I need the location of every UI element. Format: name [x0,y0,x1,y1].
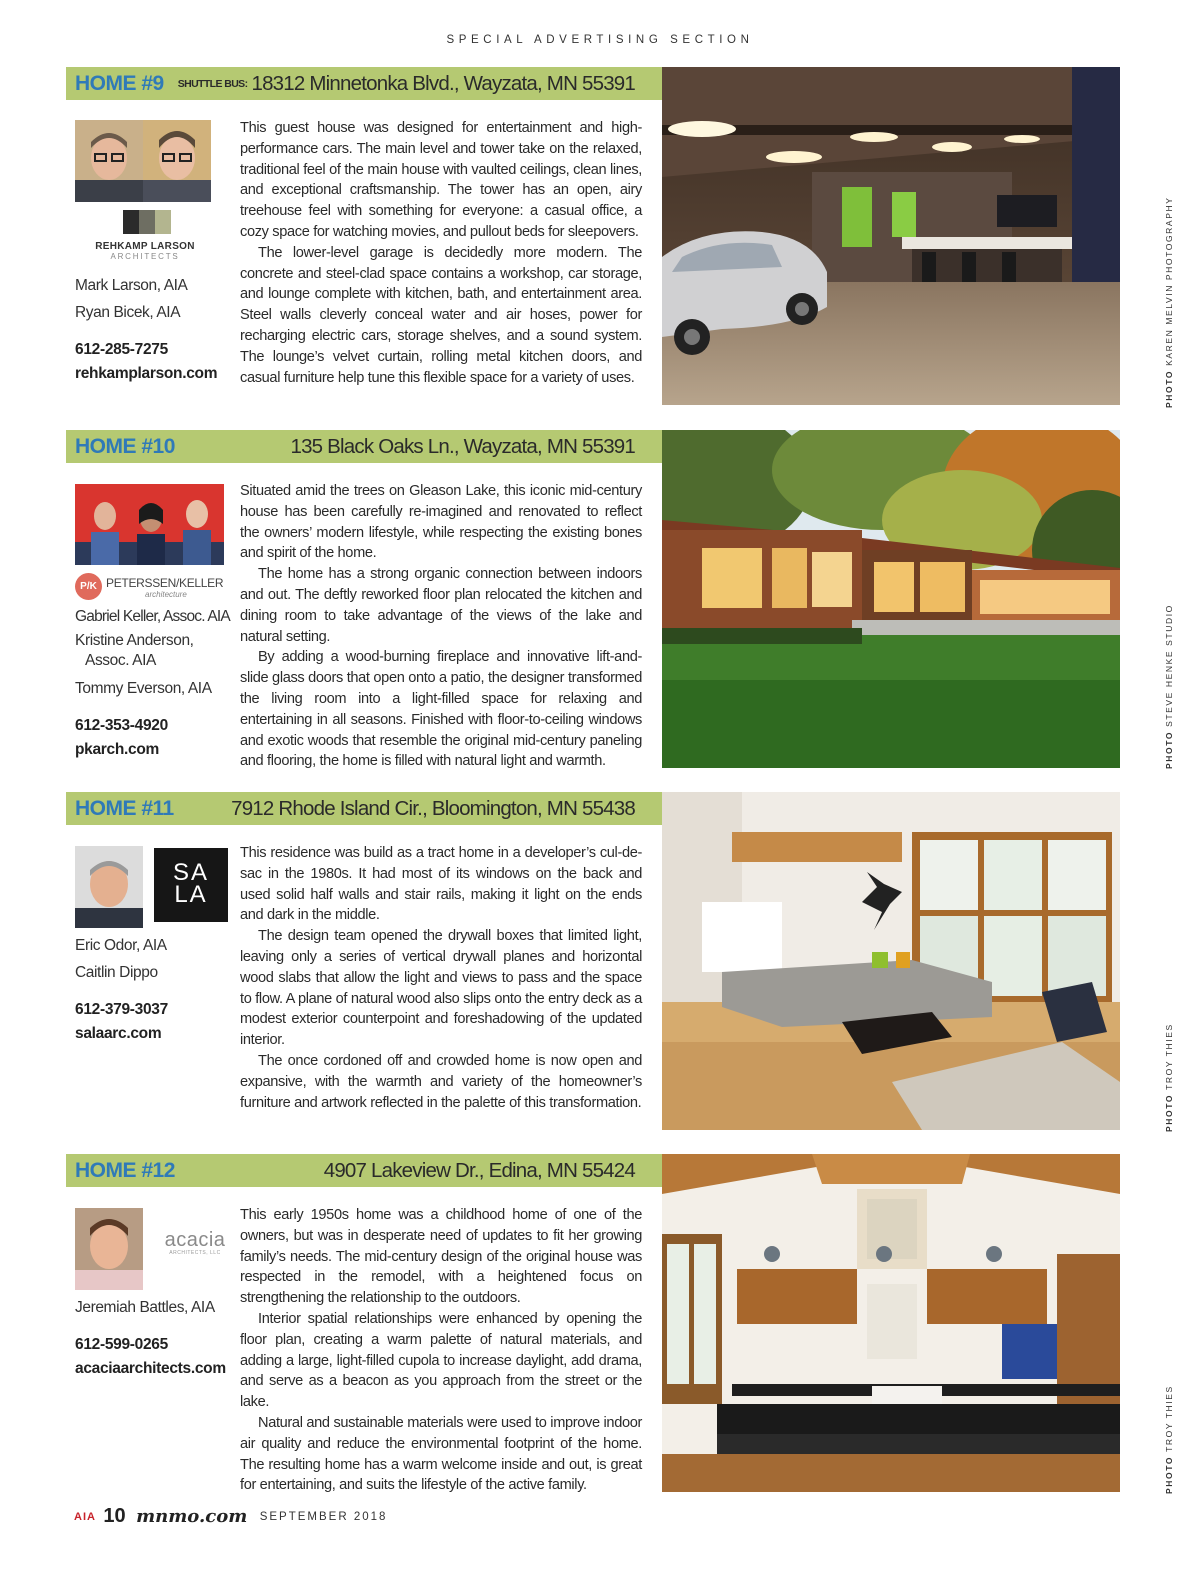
home-9-section [66,67,1120,405]
home-address: 135 Black Oaks Ln., Wayzata, MN 55391 [290,435,635,458]
description-paragraph: The home has a strong organic connection between indoors and out. The deftly reworked floor plan relocated the kitchen and dining room to take advantage of the views of the lake and natural setting. [240,566,642,645]
website-link[interactable]: salaarc.com [75,1025,162,1042]
address-text: 18312 Minnetonka Blvd., Wayzata, MN 55391 [251,72,635,95]
architect-name: Mark Larson, AIA [75,277,188,294]
architect-headshot [75,120,143,202]
home-number: HOME #10 [75,435,175,458]
photo-credit-label: PHOTO [1164,1093,1174,1132]
architect-headshot [75,1208,143,1290]
photo-credit [1164,1023,1174,1132]
logo-line: LA [174,881,208,908]
website-link[interactable]: acaciaarchitects.com [75,1360,226,1377]
phone-number: 612-353-4920 [75,717,168,734]
photo-credit-name: KAREN MELVIN PHOTOGRAPHY [1164,196,1174,366]
photo-credit-name: TROY THIES [1164,1385,1174,1452]
phone-number: 612-379-3037 [75,1001,168,1018]
page-number: 10 [103,1505,126,1527]
photo-credit [1164,1385,1174,1494]
home-10-section [66,430,1120,768]
description-paragraph: This residence was build as a tract home in a developer’s cul-de-sac in the 1980s. It had most of its windows on the back and used solid half walls and stair rails, making it light on the ends and dark in the middle. [240,845,642,924]
architect-name: Eric Odor, AIA [75,937,167,954]
home-address: 4907 Lakeview Dr., Edina, MN 55424 [323,1159,635,1182]
logo-name: PETERSSEN/KELLER [106,576,224,590]
home-description [240,481,642,772]
address-prefix: SHUTTLE BUS: [177,78,248,90]
description-paragraph: The lower-level garage is decidedly more modern. The concrete and steel-clad space contains a workshop, car storage, and lounge complete with kitchen, bath, and entertainment area. Steel walls cleverly conceal water and air hoses, power for recharging electric cars, storage shelves, and a sound system. The lounge’s velvet curtain, rolling metal kitchen doors, and casual furniture help tune this flexible space for a variety of uses. [240,244,642,386]
firm-logo [75,210,215,260]
description-paragraph: Situated amid the trees on Gleason Lake, this iconic mid-century house has been carefully re-imagined and renovated to reflect the owners’ modern lifestyle, while respecting the existing bones and spirit of the home. [240,483,642,562]
photo-credit-label: PHOTO [1164,730,1174,769]
home-number: HOME #11 [75,797,174,820]
logo-name: acacia [164,1229,226,1251]
photo-credit [1164,197,1174,408]
website-link[interactable]: pkarch.com [75,741,160,758]
phone-number: 612-599-0265 [75,1336,168,1353]
home-address: 7912 Rhode Island Cir., Bloomington, MN 55438 [231,797,635,820]
logo-line: SA [172,859,209,886]
home-photo-garage-lounge [662,67,1120,405]
home-address [178,72,635,96]
footer-date: SEPTEMBER 2018 [259,1511,388,1523]
firm-logo [160,1230,230,1256]
footer-org: AIA [74,1511,96,1523]
home-number: HOME #9 [75,72,164,95]
home-header-band [66,67,663,100]
photo-credit-name: STEVE HENKE STUDIO [1164,604,1174,727]
firm-logo [154,848,228,922]
architect-info [75,932,235,1046]
architect-info [75,272,235,386]
logo-subtext: architecture [145,590,187,599]
architect-headshot [75,846,143,928]
photo-credit-label: PHOTO [1164,1455,1174,1494]
photo-credit-label: PHOTO [1164,369,1174,408]
home-photo-exterior-lawn [662,430,1120,768]
description-paragraph: By adding a wood-burning fireplace and innovative lift-and-slide glass doors that open onto a patio, the designer transformed the living room into a light-filled space for relaxing and entertaining in all seasons. Finished with floor-to-ceiling windows and exotic woods that resemble the original mid-century paneling and flooring, the home is filled with natural light and warmth. [240,649,642,770]
home-photo-kitchen [662,1154,1120,1492]
architect-name: Assoc. AIA [85,652,156,669]
description-paragraph: The design team opened the drywall boxes that limited light, leaving only a series of vertical drywall planes and horizontal wood slabs that allow the light and views to pass and the space to flow. A plane of natural wood also slips onto the entry deck as a modest exterior counterpoint and foreshadowing of the updated interior. [240,928,642,1049]
architect-info [75,603,245,762]
home-header-band [66,1154,663,1187]
logo-swatches [79,210,215,234]
home-description [240,843,642,1113]
description-paragraph: Interior spatial relationships were enhanced by opening the floor plan, creating a warm palette of natural materials, and adding a large, light-filled cupola to increase daylight, add drama, and serve as a beacon as you approach from the street or the lake. [240,1310,642,1411]
home-12-section [66,1154,1120,1492]
architects-group-photo [75,484,224,565]
page-footer [74,1505,387,1535]
footer-site[interactable]: mnmo.com [136,1506,248,1527]
home-description [240,118,642,388]
home-number: HOME #12 [75,1159,175,1182]
architect-name: Caitlin Dippo [75,964,158,981]
description-paragraph: The once cordoned off and crowded home is now open and expansive, with the warmth and variety of the homeowner’s furniture and artwork reflected in the palette of this transformation. [240,1052,642,1111]
home-header-band [66,792,663,825]
architect-name: Gabriel Keller, Assoc. AIA [75,608,230,625]
logo-name: REHKAMP LARSON [95,241,195,252]
description-paragraph: Natural and sustainable materials were used to improve indoor air quality and reduce the environmental footprint of the home. The resulting home has a warm welcome inside and out, is great for entertaining, and suits the lifestyle of the active family. [240,1414,642,1494]
architect-name: Ryan Bicek, AIA [75,304,181,321]
description-paragraph: This guest house was designed for entertainment and high-performance cars. The main level and tower take on the relaxed, traditional feel of the main house with vaulted ceilings, clean lines, and exceptional craftsmanship. The tower has an open, airy treehouse feel with something for everyone: a casual office, a cozy space for watching movies, and pullout beds for sleepovers. [240,120,642,240]
architect-headshot [143,120,211,202]
architect-name: Kristine Anderson, [75,632,194,649]
firm-logo [75,573,225,601]
logo-subtext: ARCHITECTS, LLC [169,1250,221,1256]
photo-credit-name: TROY THIES [1164,1023,1174,1090]
home-11-section [66,792,1120,1130]
architect-info [75,1294,245,1381]
home-photo-living-room [662,792,1120,1130]
phone-number: 612-285-7275 [75,341,168,358]
website-link[interactable]: rehkamplarson.com [75,365,218,382]
photo-credit [1164,604,1174,769]
home-header-band [66,430,663,463]
architect-name: Tommy Everson, AIA [75,680,212,697]
architect-name: Jeremiah Battles, AIA [75,1299,215,1316]
section-label: SPECIAL ADVERTISING SECTION [446,34,754,46]
description-paragraph: This early 1950s home was a childhood home of one of the owners, but was in desperate need of updates to fit her growing family’s needs. The mid-century design of the original house was respected in the remodel, with a heightened focus on strengthening the relationship to the outdoors. [240,1207,642,1307]
home-description [240,1205,642,1496]
logo-subtext: ARCHITECTS [110,252,180,261]
logo-mark: P/K [75,573,102,600]
